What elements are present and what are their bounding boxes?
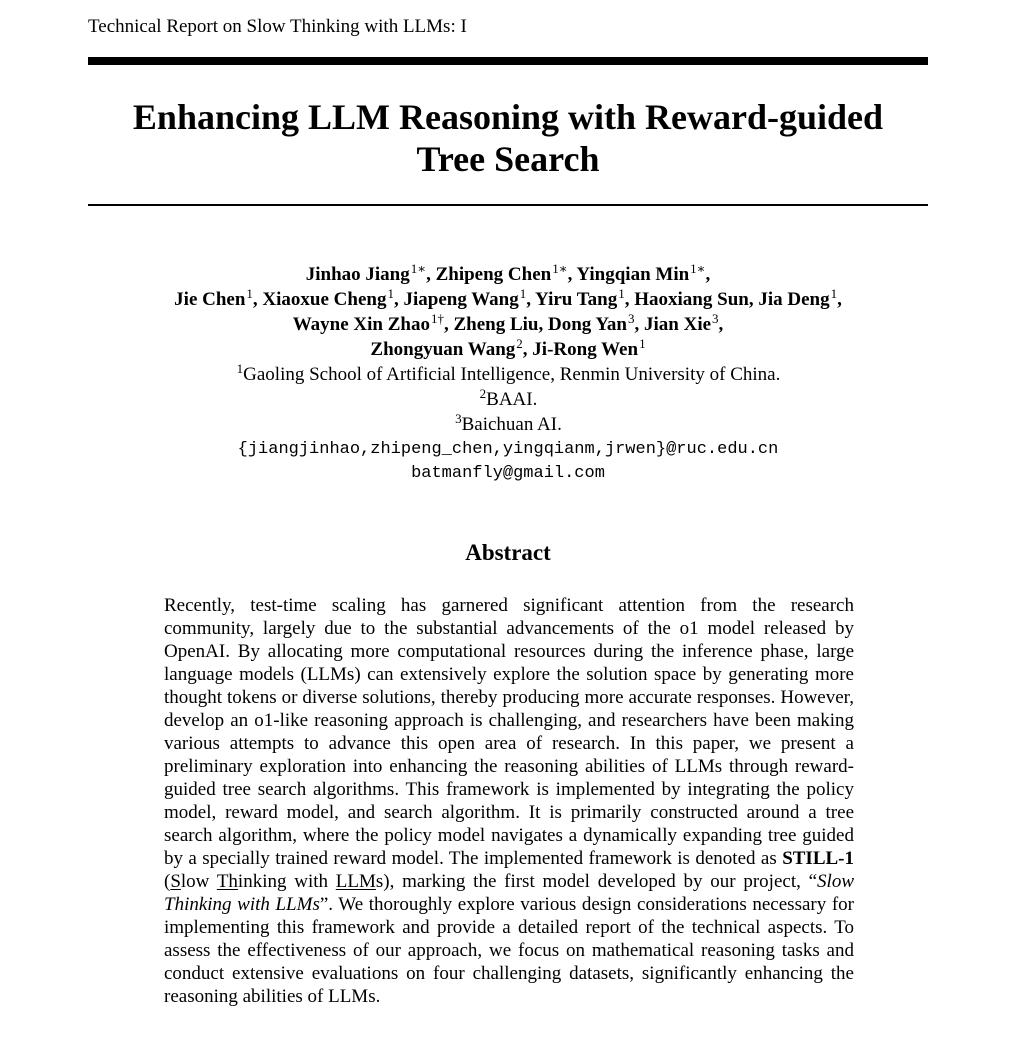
title-line-1: Enhancing LLM Reasoning with Reward-guided [132, 97, 884, 137]
acronym-rest-1: low [180, 871, 217, 892]
author-sup: 3 [712, 311, 719, 326]
running-header: Technical Report on Slow Thinking with LLMs: I [88, 16, 467, 37]
abstract-text-1: Recently, test-time scaling has garnered significant attention from the research community, largely due to the substantial advancements of the o1 model released by OpenAI. By allocating more computational resources during the inference phase, large language models (LLMs) can extensively explore the solution space by generating more thought tokens or diverse solutions, thereby producing more accurate responses. However, develop an o1-like reasoning approach is challenging, and researchers have been making various attempts to advance this open area of research. In this paper, we present a preliminary exploration into enhancing the reasoning abilities of LLMs through reward-guided tree search algorithms. This framework is implemented by integrating the policy model, reward model, and search algorithm. It is primarily constructed around a tree search algorithm, where the policy model navigates a dynamically expanding tree guided by a specially trained reward model. The implemented framework is denoted as [164, 595, 854, 869]
author-name: Wayne Xin Zhao [292, 314, 430, 335]
author-name: Jian Xie [644, 314, 712, 335]
author-sup: 1 [519, 286, 527, 301]
affiliation-sup: 1 [236, 361, 244, 376]
author-name: Haoxiang Sun [634, 289, 749, 310]
title-rule [88, 204, 928, 206]
author-sup: 1 [246, 286, 253, 301]
affiliation-3 [88, 413, 928, 438]
acronym-close: s), marking the first model developed by our project, “ [375, 871, 818, 892]
abstract-body [164, 594, 854, 1008]
affiliation-2 [88, 388, 928, 413]
author-sup: 2 [516, 336, 523, 351]
author-name: Ji-Rong Wen [532, 339, 639, 360]
author-name: Zheng Liu [453, 314, 539, 335]
author-name: Jinhao Jiang [305, 264, 410, 285]
header-rule [88, 57, 928, 65]
author-sup: 1∗ [552, 261, 568, 276]
affiliation-text: Gaoling School of Artificial Intelligence, Renmin University of China. [243, 364, 781, 385]
project-name: Slow Thinking with LLMs [164, 871, 854, 915]
author-name: Xiaoxue Cheng [262, 289, 387, 310]
author-line-4: Zhongyuan Wang$^2$, Ji-Rong Wen$^1$ [370, 336, 646, 360]
acronym-letter-s: S [170, 871, 181, 892]
paper-title [88, 96, 928, 180]
author-block [88, 263, 928, 486]
author-sup: 1∗ [410, 261, 427, 276]
title-line-2: Tree Search [416, 139, 600, 179]
author-name: Jie Chen [174, 289, 246, 310]
model-name: STILL-1 [782, 848, 854, 869]
author-line-1: Jinhao Jiang$^{1∗}$, Zhipeng Chen$^{1∗}$, Yingqian Min$^{1∗}$, [305, 261, 711, 285]
author-name: Dong Yan [547, 314, 627, 335]
author-sup: 3 [628, 311, 635, 326]
author-sup: 1∗ [690, 261, 706, 276]
author-name: Yingqian Min [576, 264, 690, 285]
author-line-2: Jie Chen$^1$, Xiaoxue Cheng$^1$, Jiapeng Wang$^1$, Yiru Tang$^1$, Haoxiang Sun, Jia Deng$^1$, [174, 286, 842, 310]
author-sup: 1† [430, 311, 444, 326]
affiliation-sup: 3 [455, 411, 462, 426]
author-name: Zhongyuan Wang [370, 339, 516, 360]
email-line-2: batmanfly@gmail.com [411, 464, 605, 483]
abstract-text-2: ”. We thoroughly explore various design considerations necessary for implementing this framework and provide a detailed report of the technical aspects. To assess the effectiveness of our approach, we focus on mathematical reasoning tasks and conduct extensive evaluations on four challenging datasets, significantly enhancing the reasoning abilities of LLMs. [164, 894, 854, 1007]
author-name: Jia Deng [758, 289, 830, 310]
author-sup: 1 [639, 336, 646, 351]
affiliation-text: BAAI. [486, 389, 538, 410]
affiliation-1 [88, 363, 928, 388]
affiliation-sup: 2 [479, 386, 487, 401]
abstract-heading: Abstract [465, 540, 551, 565]
author-line-3: Wayne Xin Zhao$^{1\dagger}$, Zheng Liu, Dong Yan$^3$, Jian Xie$^3$, [292, 311, 724, 335]
paren-open: ( [164, 871, 171, 892]
acronym-letters-th: Th [216, 871, 238, 892]
acronym-rest-2: inking with [237, 871, 336, 892]
author-name: Zhipeng Chen [435, 264, 552, 285]
author-sup: 1 [387, 286, 394, 301]
acronym-letters-llm: LLM [335, 871, 376, 892]
author-name: Jiapeng Wang [403, 289, 519, 310]
author-sup: 1 [830, 286, 838, 301]
email-line-1: {jiangjinhao,zhipeng_chen,yingqianm,jrwen}@ruc.edu.cn [237, 440, 779, 459]
author-sup: 1 [618, 286, 625, 301]
affiliation-text: Baichuan AI. [461, 414, 562, 435]
author-name: Yiru Tang [535, 289, 618, 310]
